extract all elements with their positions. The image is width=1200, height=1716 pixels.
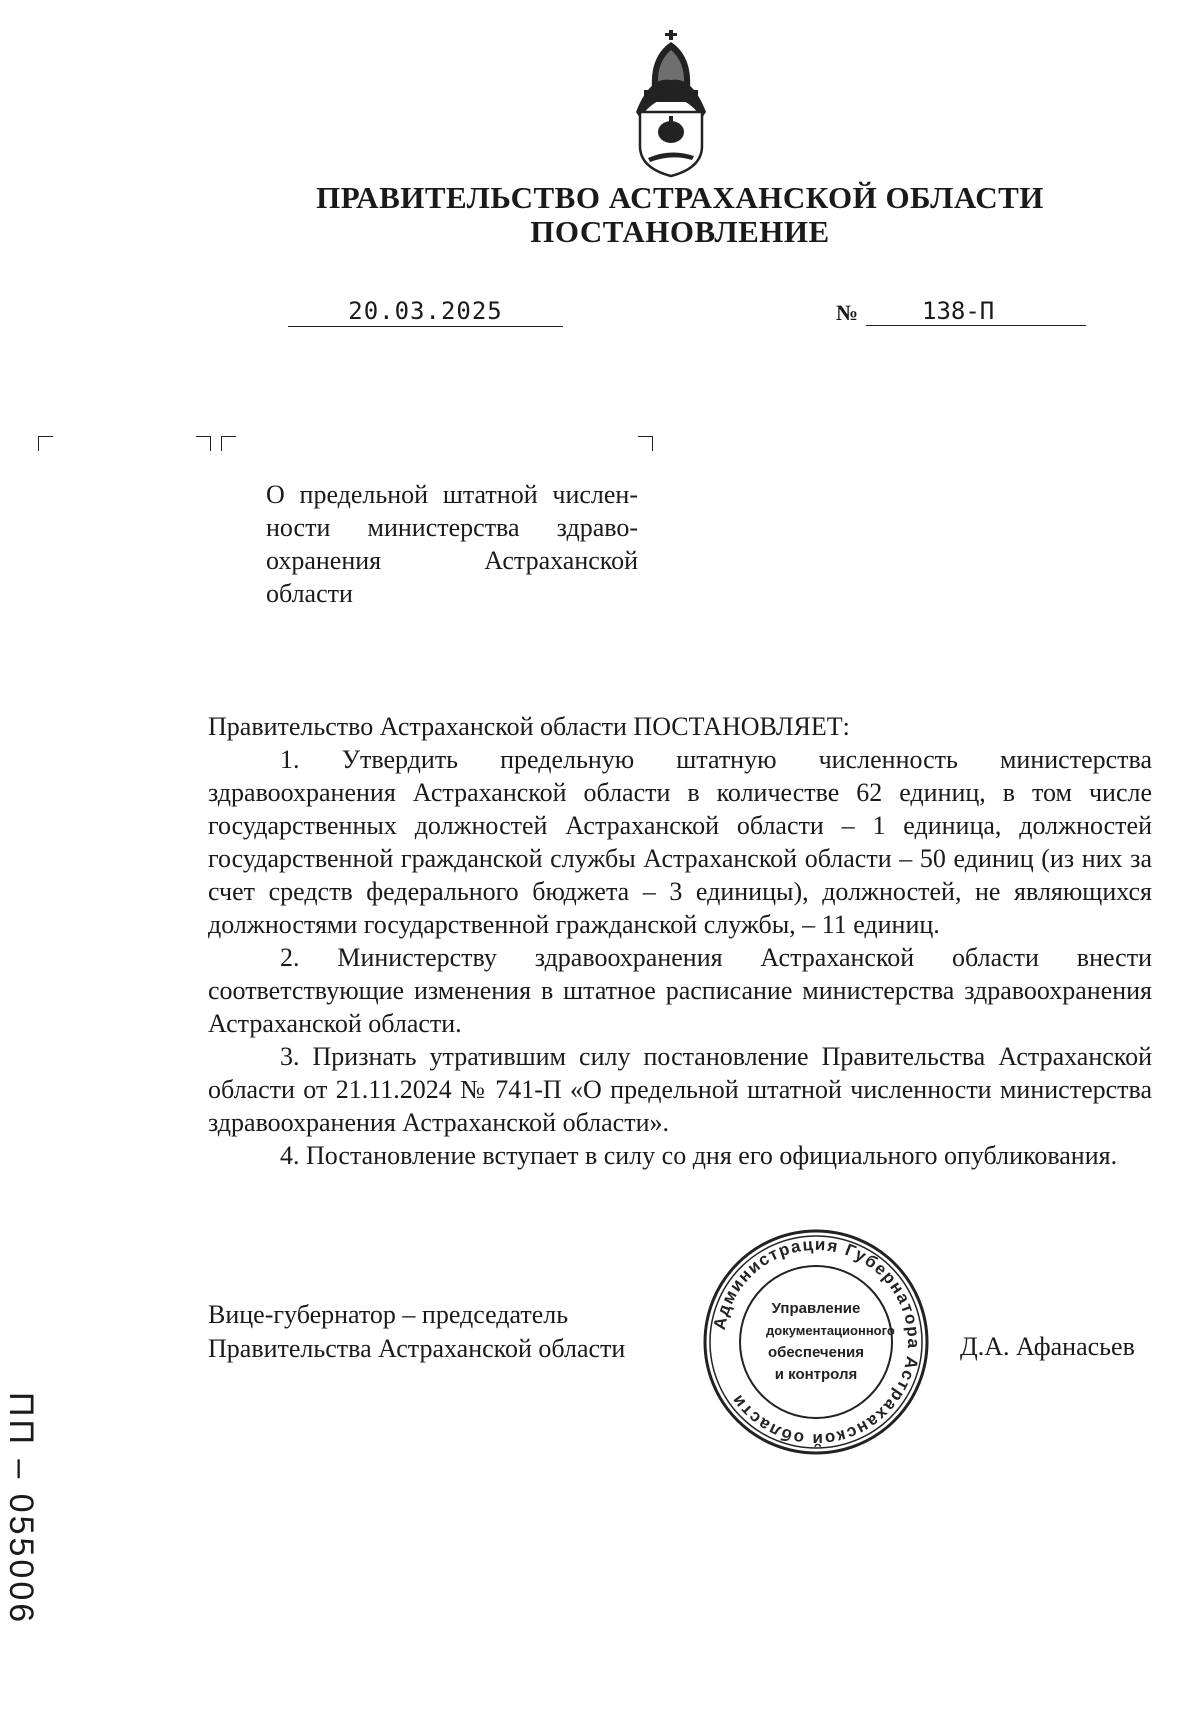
corner-mark: [221, 436, 236, 451]
resolution-item: 1. Утвердить предельную штатную численность министерства здравоохранения Астраханской области в количестве 62 единиц, в том числе государственных должностей Астраханской области – 1 единица, должностей государственной гражданской службы Астраханской области – 50 единиц (из них за счет средств федерального бюджета – 3 единицы), должностей, не являющихся должностями государственной гражданской службы, – 11 единиц.: [208, 745, 1152, 939]
subject-line: ности министерства здраво-: [266, 513, 638, 542]
document-type-title: ПОСТАНОВЛЕНИЕ: [530, 214, 830, 249]
corner-mark: [638, 436, 653, 451]
corner-mark: [38, 436, 53, 451]
seal-outer-text: Администрация Губернатора Астраханской области: [709, 1234, 924, 1450]
resolution-item: 2. Министерству здравоохранения Астраханской области внести соответствующие изменения в штатное расписание министерства здравоохранения Астраханской области.: [208, 943, 1152, 1038]
resolution-item: 4. Постановление вступает в силу со дня его официального опубликования.: [280, 1141, 1118, 1170]
document-date: 20.03.2025: [288, 296, 563, 327]
signatory-position: [208, 1298, 625, 1366]
corner-mark: [196, 436, 211, 451]
position-line: Вице-губернатор – председатель: [208, 1300, 569, 1329]
government-title: ПРАВИТЕЛЬСТВО АСТРАХАНСКОЙ ОБЛАСТИ: [316, 180, 1044, 215]
document-subject: [266, 478, 638, 610]
document-number: 138-П: [866, 296, 1086, 326]
subject-line: О предельной штатной числен-: [266, 480, 638, 509]
position-line: Правительства Астраханской области: [208, 1334, 626, 1363]
signatory-name: Д.А. Афанасьев: [960, 1332, 1135, 1361]
seal-inner-text: Управление документационного обеспечения и контроля: [766, 1300, 895, 1383]
subject-line: охранения Астраханской: [266, 546, 638, 575]
side-registration-code: ПП – 055006: [2, 1392, 40, 1626]
subject-line: области: [266, 579, 353, 608]
number-sign: №: [836, 300, 859, 325]
resolution-item: 3. Признать утратившим силу постановление Правительства Астраханской области от 21.11.2024 № 741-П «О предельной штатной численности министерства здравоохранения Астраханской области».: [208, 1042, 1152, 1137]
resolution-intro: Правительство Астраханской области ПОСТАНОВЛЯЕТ:: [208, 712, 850, 741]
document-body: [208, 710, 1152, 1172]
coat-of-arms-icon: [630, 28, 712, 178]
